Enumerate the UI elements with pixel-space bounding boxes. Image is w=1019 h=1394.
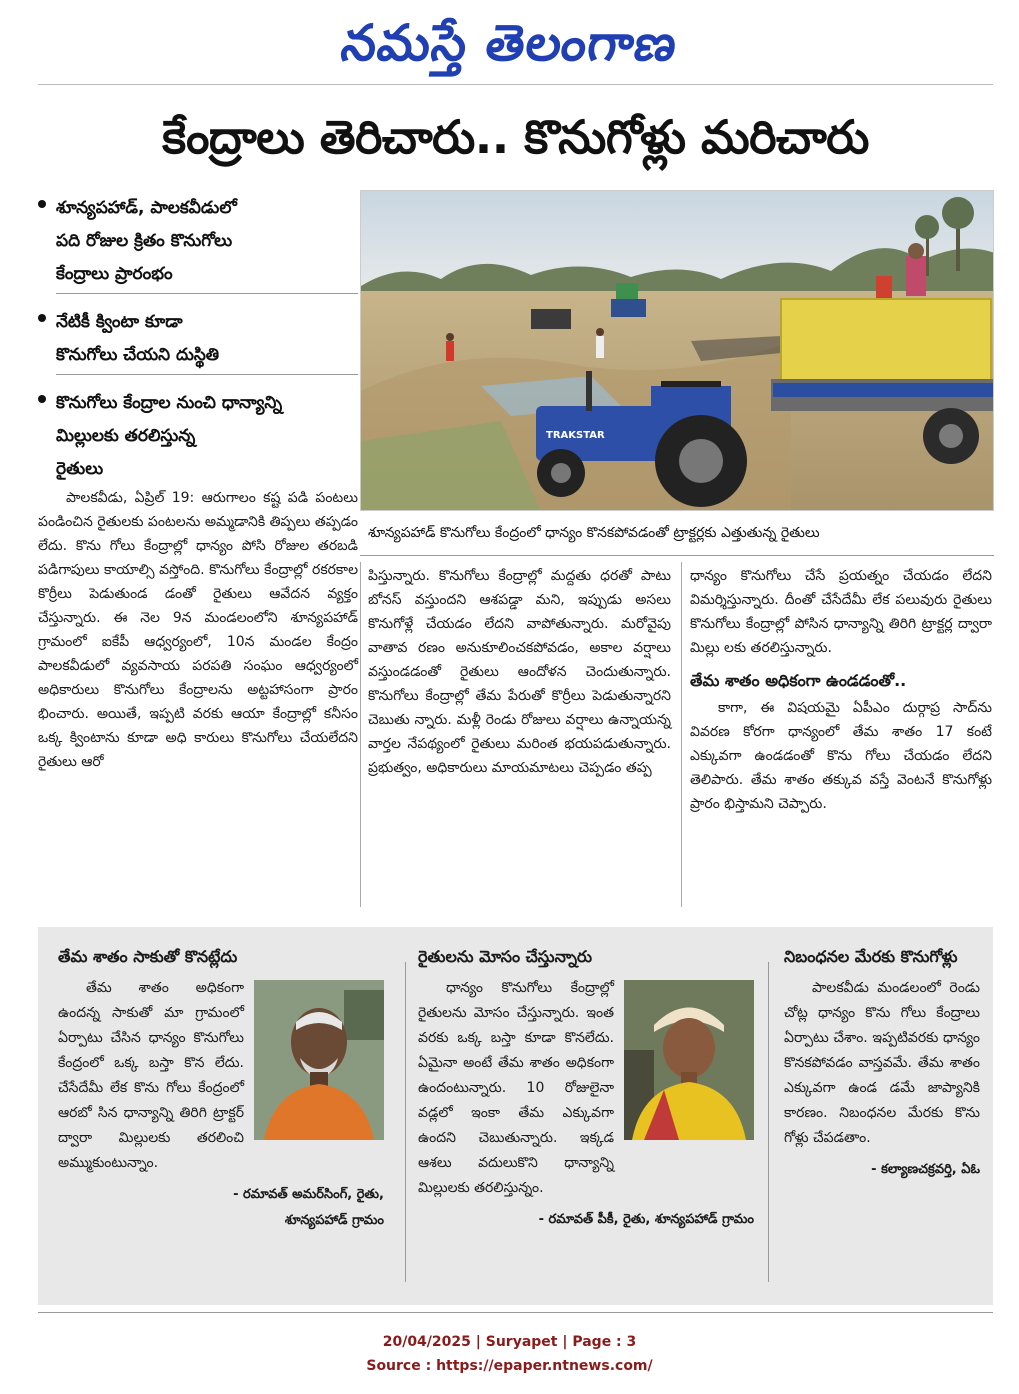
masthead-logo: నమస్తే తెలంగాణ (337, 13, 682, 72)
main-headline: కేంద్రాలు తెరిచారు.. కొనుగోళ్లు మరిచారు (162, 110, 869, 164)
article-paragraph: కాగా, ఈ విషయమై ఏపీఎం దుర్గాప్ర సాద్‌ను వివరణ కోరగా ధాన్యంలో తేమ శాతం 17 కంటే ఎక్కువగా ఉండడంతో కొను గోలు చేయడం లేదని తెలిపారు. తేమ శాతం తక్కువ వస్తే వెంటనే కొనుగోళ్లు ప్రారం భిస్తామని చెప్పారు. (690, 700, 992, 812)
quote-box-officer (784, 944, 980, 1183)
article-column-2 (368, 564, 671, 780)
highlight-bullets (38, 192, 358, 498)
source-link[interactable]: Source : https://epaper.ntnews.com/ (366, 1358, 653, 1374)
bullet-line: పది రోజుల క్రితం కొనుగోలు (56, 231, 233, 251)
bullet-divider (56, 293, 358, 294)
article-subheading: తేమ శాతం అధికంగా ఉండడంతో.. (690, 671, 907, 690)
bullet-line: కొనుగోలు కేంద్రాల నుంచి ధాన్యాన్ని (56, 393, 283, 413)
article-paragraph: పాలకవీడు, ఏప్రిల్ 19: ఆరుగాలం కష్ట పడి పంటలు పండించిన రైతులకు పంటలను అమ్మడానికి తిప్పలు తప్పడం లేదు. కొను గోలు కేంద్రాల్లో ధాన్యం పోసి రోజుల తరబడి పడిగాపులు కాయాల్సి వస్తోంది. కొనుగోలు కేంద్రాల్లో రకరకాల కొర్రీలు పెడుతుండ డంతో రైతులు ఆవేదన వ్యక్తం చేస్తున్నారు. ఈ నెల 9న మండలంలోని శూన్యపహాడ్ గ్రామంలో ఐకేపీ ఆధ్వర్యంలో, 10న మండల కేంద్రం పాలకవీడులో వ్యవసాయ పరపతి సంఘం ఆధ్వర్యంలో అధికారులు కొనుగోలు కేంద్రాలను అట్టహాసంగా ప్రారం భించారు. అయితే, ఇప్పటి వరకు ఆయా కేంద్రాల్లో కనీసం ఒక్క క్వింటాను కూడా అధి కారులు కొనుగోలు చేయలేదని రైతులు ఆరో (38, 490, 358, 770)
masthead-divider (38, 84, 993, 85)
signature-line: - కల్యాణచక్రవర్తి, ఏఓ (871, 1162, 980, 1177)
photo-caption: శూన్యపహాడ్ కొనుగోలు కేంద్రంలో ధాన్యం కొనకపోవడంతో ట్రాక్టర్లకు ఎత్తుతున్న రైతులు (368, 525, 820, 541)
bullet-item (38, 306, 358, 375)
edition-info: 20/04/2025 | Suryapet | Page : 3 (382, 1334, 637, 1350)
quote-body: పాలకవీడు మండలంలో రెండు చోట్ల ధాన్యం కొను గోలు కేంద్రాలు ఏర్పాటు చేశాం. ఇప్పటివరకు ధాన్యం కొనకపోవడం వాస్తవమే. తేమ శాతం ఎక్కువగా ఉండ డమే జాప్యానికి కారణం. నిబంధనల మేరకు కొను గోళ్లు చేపడతాం. (784, 980, 980, 1146)
bullet-dot-icon (38, 395, 46, 403)
column-divider (360, 562, 361, 907)
portrait-illustration (624, 980, 754, 1140)
bullet-dot-icon (38, 200, 46, 208)
news-photo-tractor-grain (360, 190, 994, 511)
signature-line: - రమావత్ అమర్‌సింగ్, రైతు, (233, 1187, 384, 1202)
box-divider (768, 962, 769, 1282)
bullet-line: కొనుగోలు చేయని దుస్థితి (56, 345, 220, 365)
quote-signature (418, 1207, 754, 1233)
article-paragraph: పిస్తున్నారు. కొనుగోలు కేంద్రాల్లో మద్దతు ధరతో పాటు బోనస్ వస్తుందని ఆశపడ్డా మని, ఇప్పుడు అసలు కొనుగోళ్లే చేయడం లేదని వాపోతున్నారు. మరోవైపు వాతావ రణం అనుకూలించకపోవడం, అకాల వర్షాలు వస్తుండడంతో రైతులు ఆందోళన చెందుతున్నారు. కొనుగోలు కేంద్రాల్లో తేమ పేరుతో కొర్రీలు పెడుతున్నారని చెబుతు న్నారు. మళ్లీ రెండు రోజులు వర్షాలు ఉన్నాయన్న వార్తల నేపథ్యంలో రైతులు మరింత భయపడుతున్నారు. ప్రభుత్వం, అధికారులు మాయమాటలు చెప్పడం తప్ప (368, 568, 671, 776)
portrait-photo-amarsingh (254, 980, 384, 1149)
portrait-illustration (254, 980, 384, 1140)
photo-illustration (361, 191, 994, 511)
quote-signature (58, 1182, 384, 1234)
bullet-line: శూన్యపహాడ్, పాలకవీడులో (56, 198, 237, 218)
bullet-dot-icon (38, 314, 46, 322)
quote-box-farmer-2 (418, 944, 754, 1233)
portrait-photo-peeki (624, 980, 754, 1149)
bullet-item (38, 192, 358, 294)
quote-title: రైతులను మోసం చేస్తున్నారు (418, 947, 593, 966)
bullet-item (38, 387, 358, 486)
bullet-line: రైతులు (56, 459, 104, 479)
signature-line: - రమావత్ పీకీ, రైతు, శూన్యపహాడ్ గ్రామం (538, 1212, 754, 1227)
column-divider (681, 562, 682, 907)
page-footer (0, 1330, 1019, 1378)
quote-title: తేమ శాతం సాకుతో కొనట్లేదు (58, 947, 238, 966)
caption-divider (360, 555, 994, 556)
tractor-brand-label: TRAKSTAR (546, 430, 605, 441)
quote-signature (784, 1157, 980, 1183)
box-divider (405, 962, 406, 1282)
article-column-1 (38, 486, 358, 774)
bullet-divider (56, 374, 358, 375)
bullet-line: నేటికీ క్వింటా కూడా (56, 312, 183, 332)
bullet-line: మిల్లులకు తరలిస్తున్న (56, 426, 196, 446)
signature-line: శూన్యపహాడ్ గ్రామం (284, 1213, 384, 1228)
quote-box-farmer-1 (58, 944, 384, 1234)
quote-title: నిబంధనల మేరకు కొనుగోళ్లు (784, 947, 958, 966)
article-column-3 (690, 564, 992, 816)
bullet-line: కేంద్రాలు ప్రారంభం (56, 264, 173, 284)
quote-body: ధాన్యం కొనుగోలు కేంద్రాల్లో రైతులను మోసం చేస్తున్నారు. ఇంత వరకు ఒక్క బస్తా కూడా కొనలేదు. ఏమైనా అంటే తేమ శాతం అధికంగా ఉందంటున్నారు. 10 రోజులైనా వడ్లలో ఇంకా తేమ ఎక్కువగా ఉందని చెబుతున్నారు. ఇక్కడ ఆశలు వదులుకొని ధాన్యాన్ని మిల్లులకు తరలిస్తున్నం. (418, 980, 614, 1196)
quote-body: తేమ శాతం అధికంగా ఉందన్న సాకుతో మా గ్రామంలో ఏర్పాటు చేసిన ధాన్యం కొనుగోలు కేంద్రంలో ఒక్క బస్తా కొన లేదు. చేసేదేమీ లేక కొను గోలు కేంద్రంలో ఆరబో సిన ధాన్యాన్ని తిరిగి ట్రాక్టర్ ద్వారా మిల్లులకు తరలించి అమ్ముకుంటున్నాం. (58, 980, 244, 1171)
article-paragraph: ధాన్యం కొనుగోలు చేసే ప్రయత్నం చేయడం లేదని విమర్శిస్తున్నారు. దీంతో చేసేదేమీ లేక పలువురు రైతులు కొనుగోలు కేంద్రాల్లో పోసిన ధాన్యాన్ని తిరిగి ట్రాక్టర్ల ద్వారా మిల్లు లకు తరలిస్తున్నారు. (690, 568, 992, 656)
page-bottom-divider (38, 1312, 993, 1313)
